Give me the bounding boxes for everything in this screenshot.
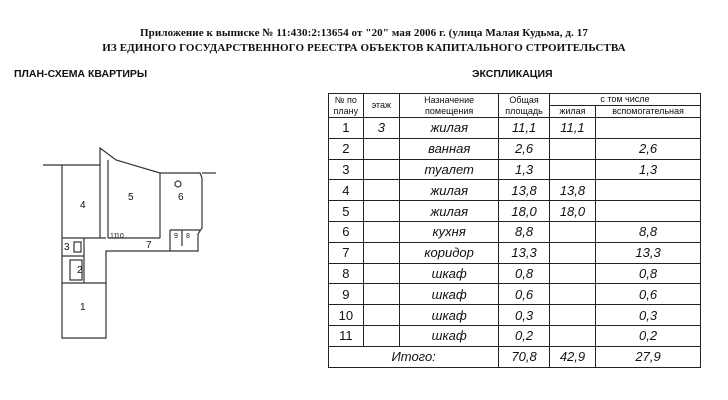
cell-floor <box>363 221 399 242</box>
header-line-2: ИЗ ЕДИНОГО ГОСУДАРСТВЕННОГО РЕЕСТРА ОБЪЕКТОВ КАПИТАЛЬНОГО СТРОИТЕЛЬСТВА <box>102 42 626 54</box>
cell-floor <box>363 305 399 326</box>
col-header-aux: вспомогательная <box>596 106 701 118</box>
cell-total: 2,6 <box>499 138 550 159</box>
cell-no: 8 <box>329 263 364 284</box>
cell-aux <box>596 118 701 139</box>
cell-floor <box>363 284 399 305</box>
total-label: Итого: <box>329 346 499 367</box>
cell-living <box>549 159 595 180</box>
cell-aux: 13,3 <box>596 242 701 263</box>
table-total-row <box>329 346 701 367</box>
table-row <box>329 118 701 139</box>
plan-toilet <box>74 242 81 252</box>
cell-floor <box>363 180 399 201</box>
cell-name: коридор <box>400 242 499 263</box>
cell-floor <box>363 242 399 263</box>
plan-label-6: 6 <box>178 192 184 203</box>
cell-total: 0,8 <box>499 263 550 284</box>
cell-no: 11 <box>329 325 364 346</box>
cell-name: шкаф <box>400 325 499 346</box>
plan-label-3: 3 <box>64 242 70 253</box>
cell-no: 5 <box>329 201 364 222</box>
cell-name: кухня <box>400 221 499 242</box>
cell-name: жилая <box>400 180 499 201</box>
table-row <box>329 221 701 242</box>
cell-floor <box>363 138 399 159</box>
cell-no: 7 <box>329 242 364 263</box>
cell-name: туалет <box>400 159 499 180</box>
table-row <box>329 242 701 263</box>
plan-label-4: 4 <box>80 200 86 211</box>
cell-name: жилая <box>400 201 499 222</box>
plan-label-5: 5 <box>128 192 134 203</box>
col-header-purpose: Назначение помещения <box>400 94 499 118</box>
cell-name: шкаф <box>400 284 499 305</box>
cell-living <box>549 325 595 346</box>
table-row <box>329 284 701 305</box>
col-header-living: жилая <box>549 106 595 118</box>
cell-no: 9 <box>329 284 364 305</box>
cell-floor: 3 <box>363 118 399 139</box>
cell-total: 0,2 <box>499 325 550 346</box>
cell-total: 1,3 <box>499 159 550 180</box>
cell-living <box>549 242 595 263</box>
floor-plan <box>40 138 220 358</box>
table-row <box>329 263 701 284</box>
cell-aux: 0,3 <box>596 305 701 326</box>
cell-living <box>549 284 595 305</box>
table-row <box>329 180 701 201</box>
cell-name: шкаф <box>400 263 499 284</box>
cell-no: 4 <box>329 180 364 201</box>
plan-label-1: 1 <box>80 302 86 313</box>
cell-total: 13,8 <box>499 180 550 201</box>
plan-label-11: 11 <box>110 233 118 240</box>
cell-no: 2 <box>329 138 364 159</box>
total-living: 42,9 <box>549 346 595 367</box>
cell-aux: 8,8 <box>596 221 701 242</box>
cell-total: 13,3 <box>499 242 550 263</box>
cell-floor <box>363 263 399 284</box>
cell-living: 11,1 <box>549 118 595 139</box>
cell-total: 11,1 <box>499 118 550 139</box>
cell-aux: 2,6 <box>596 138 701 159</box>
cell-name: ванная <box>400 138 499 159</box>
cell-total: 0,6 <box>499 284 550 305</box>
cell-living <box>549 263 595 284</box>
plan-label-2: 2 <box>77 265 83 276</box>
cell-aux: 1,3 <box>596 159 701 180</box>
cell-no: 6 <box>329 221 364 242</box>
cell-name: жилая <box>400 118 499 139</box>
cell-aux <box>596 201 701 222</box>
cell-no: 3 <box>329 159 364 180</box>
cell-living <box>549 305 595 326</box>
plan-label-7: 7 <box>146 240 152 251</box>
cell-aux: 0,6 <box>596 284 701 305</box>
cell-total: 18,0 <box>499 201 550 222</box>
table-row <box>329 159 701 180</box>
cell-living <box>549 138 595 159</box>
cell-aux: 0,2 <box>596 325 701 346</box>
cell-living: 13,8 <box>549 180 595 201</box>
col-header-incl: с том числе <box>549 94 700 106</box>
col-header-floor: этаж <box>363 94 399 118</box>
cell-name: шкаф <box>400 305 499 326</box>
table-row <box>329 138 701 159</box>
cell-total: 8,8 <box>499 221 550 242</box>
cell-floor <box>363 325 399 346</box>
explication-table <box>328 93 701 368</box>
cell-living: 18,0 <box>549 201 595 222</box>
header-line-1: Приложение к выписке № 11:430:2:13654 от "20" мая 2006 г. (улица Малая Кудьма, д. 17 <box>140 27 588 39</box>
col-header-total: Общая площадь <box>499 94 550 118</box>
cell-aux <box>596 180 701 201</box>
total-total: 70,8 <box>499 346 550 367</box>
table-row <box>329 325 701 346</box>
plan-title: ПЛАН-СХЕМА КВАРТИРЫ <box>14 68 148 80</box>
cell-no: 1 <box>329 118 364 139</box>
cell-living <box>549 221 595 242</box>
plan-sink <box>175 181 181 187</box>
col-header-no: № по плану <box>329 94 364 118</box>
cell-floor <box>363 201 399 222</box>
plan-label-10: 10 <box>116 233 124 240</box>
cell-floor <box>363 159 399 180</box>
table-row <box>329 201 701 222</box>
plan-label-9: 9 <box>174 233 178 240</box>
cell-aux: 0,8 <box>596 263 701 284</box>
cell-total: 0,3 <box>499 305 550 326</box>
table-row <box>329 305 701 326</box>
total-aux: 27,9 <box>596 346 701 367</box>
plan-label-8: 8 <box>186 233 190 240</box>
cell-no: 10 <box>329 305 364 326</box>
explication-title: ЭКСПЛИКАЦИЯ <box>472 68 553 80</box>
